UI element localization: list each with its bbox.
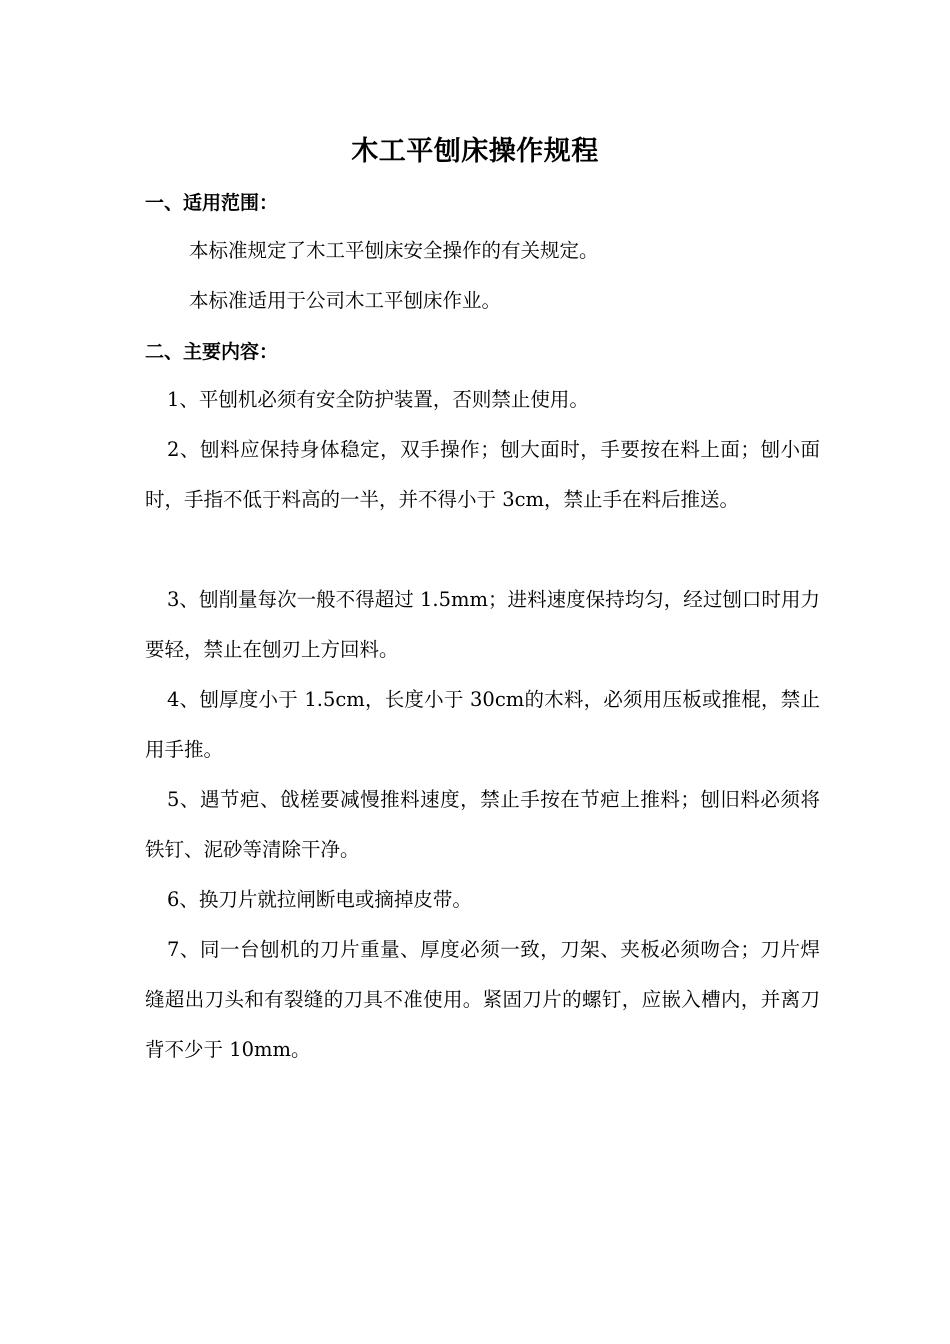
content-item-2: 2、刨料应保持身体稳定，双手操作；刨大面时，手要按在料上面；刨小面时，手指不低于料高的一半，并不得小于 3cm，禁止手在料后推送。 bbox=[145, 438, 820, 511]
content-item-4: 4、刨厚度小于 1.5cm，长度小于 30cm的木料，必须用压板或推棍，禁止用手推。 bbox=[145, 688, 820, 761]
section-heading-scope: 一、适用范围： bbox=[145, 192, 279, 214]
content-item-7: 7、同一台刨机的刀片重量、厚度必须一致，刀架、夹板必须吻合；刀片焊缝超出刀头和有裂缝的刀具不准使用。紧固刀片的螺钉，应嵌入槽内，并离刀背不少于 10mm。 bbox=[145, 938, 820, 1061]
content-item-6: 6、换刀片就拉闸断电或摘掉皮带。 bbox=[167, 888, 472, 911]
section-heading-content: 二、主要内容： bbox=[145, 341, 279, 363]
content-item-5: 5、遇节疤、戗槎要减慢推料速度，禁止手按在节疤上推料；刨旧料必须将铁钉、泥砂等清除干净。 bbox=[145, 788, 820, 861]
content-item-1: 1、平刨机必须有安全防护装置，否则禁止使用。 bbox=[167, 388, 589, 411]
document-title: 木工平刨床操作规程 bbox=[351, 136, 599, 167]
content-item-3: 3、刨削量每次一般不得超过 1.5mm；进料速度保持均匀，经过刨口时用力要轻，禁止在刨刃上方回料。 bbox=[145, 588, 820, 661]
scope-paragraph-2: 本标准适用于公司木工平刨床作业。 bbox=[189, 289, 502, 312]
scope-paragraph-1: 本标准规定了木工平刨床安全操作的有关规定。 bbox=[189, 239, 599, 262]
